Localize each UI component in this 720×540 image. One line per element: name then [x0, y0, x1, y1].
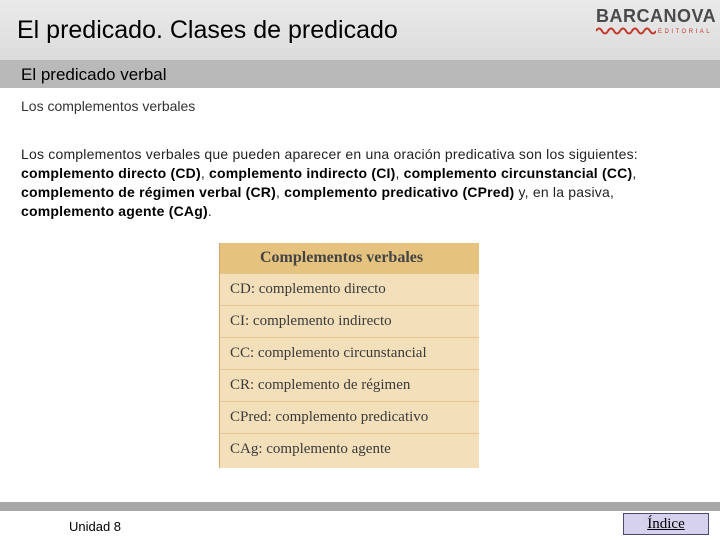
section-title: El predicado verbal	[21, 65, 167, 84]
unit-label: Unidad 8	[69, 519, 122, 534]
table-row	[220, 433, 479, 466]
complements-table	[219, 243, 479, 468]
table-row	[220, 401, 479, 434]
index-button[interactable]: Índice	[623, 513, 709, 535]
paragraph-term-cag: complemento agente (CAg)	[21, 203, 208, 219]
paragraph-text: ,	[275, 184, 285, 200]
table-row	[220, 369, 479, 402]
paragraph-term-cd: complemento directo (CD)	[21, 165, 201, 181]
paragraph-term-ci: complemento indirecto (CI)	[209, 165, 396, 181]
paragraph-text: y, en la pasiva,	[514, 184, 615, 200]
barcanova-logo	[596, 6, 717, 40]
paragraph-term-cpred: complemento predicativo (CPred)	[284, 184, 515, 200]
logo-subtitle: EDITORIAL	[658, 29, 713, 35]
section-bar	[0, 61, 720, 88]
subtitle: Los complementos verbales	[21, 98, 196, 114]
paragraph-text: ,	[200, 165, 210, 181]
header	[0, 0, 720, 61]
table-row-label: CPred: complemento predicativo	[230, 409, 429, 425]
table-row-label: CAg: complemento agente	[230, 441, 391, 457]
table-header	[220, 243, 479, 273]
page-title: El predicado. Clases de predicado	[17, 16, 398, 44]
table-row	[220, 305, 479, 338]
table-row-label: CI: complemento indirecto	[230, 313, 392, 329]
footer-bar	[0, 502, 720, 511]
paragraph-term-cc: complemento circunstancial (CC)	[403, 165, 633, 181]
table-row	[220, 337, 479, 370]
table-row	[220, 273, 479, 306]
logo-wave-icon	[596, 26, 656, 36]
table-row-label: CC: complemento circunstancial	[230, 345, 427, 361]
paragraph-text: ,	[632, 165, 637, 181]
logo-name: BARCANOVA	[596, 6, 717, 26]
paragraph-text: Los complementos verbales que pueden aparecer en una oración predicativa son los siguientes:	[21, 146, 638, 162]
paragraph-text: .	[207, 203, 212, 219]
table-row-label: CD: complemento directo	[230, 281, 386, 297]
table-header-label: Complementos verbales	[260, 249, 424, 266]
paragraph-term-cr: complemento de régimen verbal (CR)	[21, 184, 276, 200]
table-row-label: CR: complemento de régimen	[230, 377, 411, 393]
paragraph-text: ,	[395, 165, 404, 181]
intro-paragraph	[21, 145, 681, 221]
